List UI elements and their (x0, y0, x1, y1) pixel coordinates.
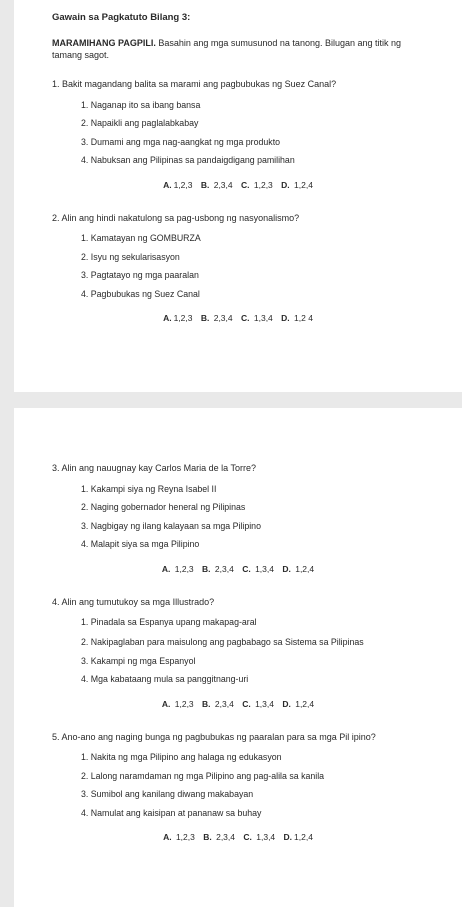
choice-c[interactable]: C. 1,3,4 (243, 832, 276, 842)
choice-a[interactable]: A. 1,2,3 (161, 563, 194, 574)
answer-choices (52, 832, 426, 842)
choice-c[interactable]: C. 1,3,4 (242, 698, 274, 709)
option-item: 2. Nakipaglaban para maisulong ang pagbabago sa Sistema sa Pilipinas (81, 636, 364, 647)
choice-d[interactable]: D. 1,2,4 (282, 563, 315, 574)
option-list (52, 229, 426, 303)
option-item: 1. Kamatayan ng GOMBURZA (81, 233, 201, 243)
question-1 (52, 78, 426, 190)
choice-a[interactable]: A. 1,2,3 (163, 313, 193, 323)
question-2 (52, 212, 426, 324)
option-item: 2. Lalong naramdaman ng mga Pilipino ang pag-alila sa kanila (81, 770, 325, 781)
option-item: 2. Isyu ng sekularisasyon (81, 251, 180, 262)
activity-title: Gawain sa Pagkatuto Bilang 3: (52, 12, 191, 23)
option-item: 3. Kakampi ng mga Espanyol (81, 655, 196, 666)
option-item: 1. Pinadala sa Espanya upang makapag-aral (81, 617, 257, 627)
choice-a[interactable]: A. 1,2,3 (161, 698, 194, 709)
option-item: 1. Kakampi siya ng Reyna Isabel II (81, 483, 217, 494)
option-item: 1. Naganap ito sa ibang bansa (81, 99, 201, 110)
instructions-text: Basahin ang mga sumusunod na tanong. Bilugan ang titik ng tamang sagot. (52, 38, 402, 60)
question-5 (52, 731, 426, 843)
choice-c[interactable]: C. 1,3,4 (242, 563, 274, 574)
choice-a[interactable]: A. 1,2,3 (163, 832, 195, 842)
answer-choices (52, 699, 426, 709)
instructions-heading: MARAMIHANG PAGPILI. (52, 38, 156, 48)
question-text: 5. Ano-ano ang naging bunga ng pagbubukas ng paaralan para sa mga Pil ipino? (52, 731, 376, 742)
option-list (52, 96, 426, 170)
option-item: 1. Nakita ng mga Pilipino ang halaga ng edukasyon (81, 752, 282, 762)
choice-c[interactable]: C. 1,2,3 (241, 179, 273, 190)
question-text: 2. Alin ang hindi nakatulong sa pag-usbong ng nasyonalismo? (52, 212, 300, 223)
choice-d[interactable]: D. 1,2 4 (281, 313, 313, 323)
option-item: 4. Mga kabataang mula sa panggitnang-uri (81, 674, 249, 684)
option-item: 2. Naging gobernador heneral ng Pilipinas (81, 502, 246, 512)
question-text: 4. Alin ang tumutukoy sa mga Illustrado? (52, 596, 215, 607)
option-list (52, 748, 426, 822)
question-text: 3. Alin ang nauugnay kay Carlos Maria de la Torre? (52, 463, 256, 473)
choice-a[interactable]: A. 1,2,3 (163, 179, 193, 190)
option-item: 3. Nagbigay ng ilang kalayaan sa mga Pilipino (81, 520, 261, 531)
option-list (52, 480, 426, 554)
choice-c[interactable]: C. 1,3,4 (241, 313, 273, 323)
option-item: 4. Pagbubukas ng Suez Canal (81, 288, 200, 299)
answer-choices (52, 564, 426, 574)
choice-b[interactable]: B. 2,3,4 (200, 313, 233, 323)
choice-d[interactable]: D. 1,2,4 (281, 179, 313, 190)
question-4 (52, 596, 426, 709)
option-item: 4. Malapit siya sa mga Pilipino (81, 539, 200, 549)
question-text: 1. Bakit magandang balita sa marami ang pagbubukas ng Suez Canal? (52, 79, 337, 89)
worksheet-page-2 (14, 408, 462, 907)
answer-choices (52, 313, 426, 323)
choice-b[interactable]: B. 2,3,4 (202, 698, 234, 709)
worksheet-page-1 (14, 0, 462, 392)
option-item: 4. Nabuksan ang Pilipinas sa pandaigdigang pamilihan (81, 155, 295, 165)
choice-b[interactable]: B. 2,3,4 (202, 563, 234, 574)
option-item: 3. Sumibol ang kanilang diwang makabayan (81, 789, 254, 799)
option-item: 3. Dumami ang mga nag-aangkat ng mga produkto (81, 136, 281, 147)
question-3 (52, 462, 426, 574)
choice-b[interactable]: B. 2,3,4 (203, 832, 235, 842)
option-item: 3. Pagtatayo ng mga paaralan (81, 270, 199, 280)
instructions (52, 37, 426, 61)
answer-choices (52, 180, 426, 190)
choice-d[interactable]: D. 1,2,4 (282, 698, 315, 709)
option-item: 4. Namulat ang kaisipan at pananaw sa buhay (81, 807, 262, 818)
option-item: 2. Napaikli ang paglalabkabay (81, 118, 199, 128)
option-list (52, 613, 426, 689)
choice-d[interactable]: D. 1,2,4 (283, 832, 313, 842)
choice-b[interactable]: B. 2,3,4 (200, 179, 233, 190)
